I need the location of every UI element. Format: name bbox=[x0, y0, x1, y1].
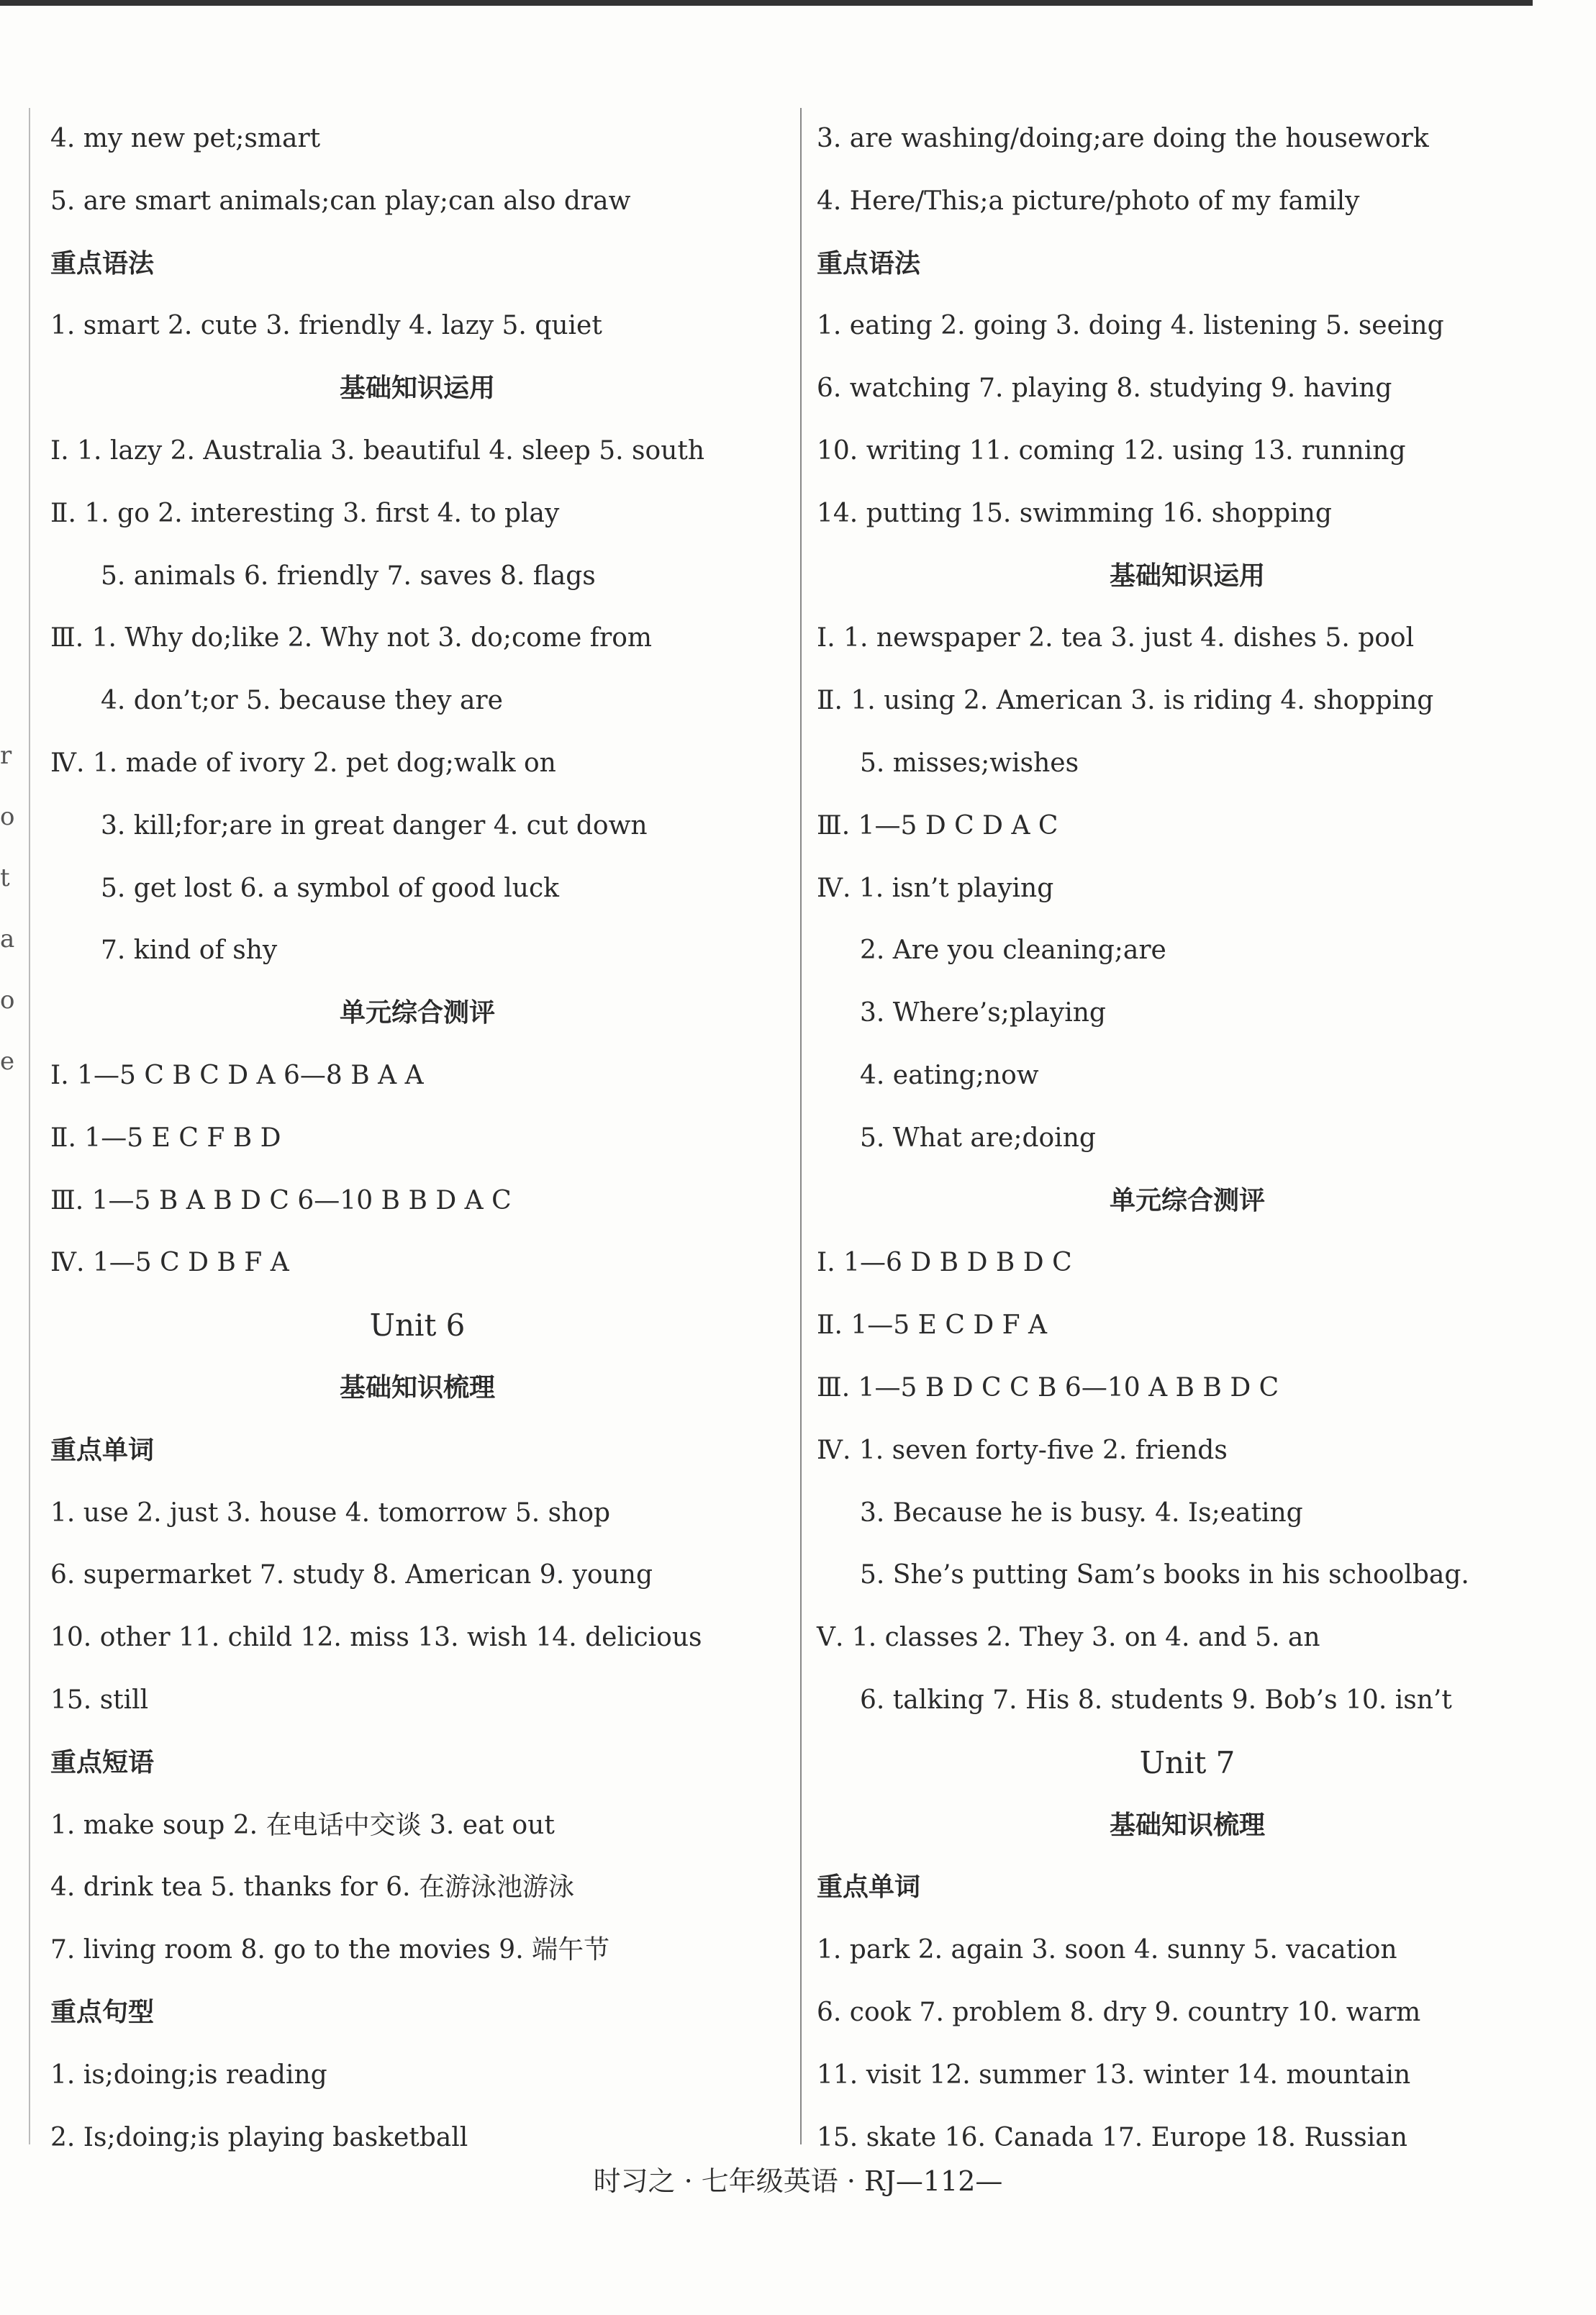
answer-line: 6. supermarket 7. study 8. American 9. young bbox=[50, 1560, 653, 1590]
unit-title: Unit 7 bbox=[1139, 1744, 1235, 1780]
answer-line: 5. get lost 6. a symbol of good luck bbox=[101, 873, 559, 903]
answer-line: Ⅳ. 1—5 C D B F A bbox=[50, 1248, 289, 1278]
edge-letter: o bbox=[0, 986, 15, 1015]
answer-line: 7. living room 8. go to the movies 9. 端午节 bbox=[50, 1935, 610, 1965]
unit-title: Unit 6 bbox=[369, 1308, 466, 1344]
answer-line: 3. Where’s;playing bbox=[860, 998, 1106, 1028]
answer-line: 10. writing 11. coming 12. using 13. running bbox=[817, 435, 1406, 466]
left-margin-rule bbox=[29, 108, 30, 2144]
answer-line: 6. talking 7. His 8. students 9. Bob’s 10. isn’t bbox=[860, 1685, 1452, 1715]
answer-line: 6. watching 7. playing 8. studying 9. having bbox=[817, 373, 1392, 404]
answer-line: 3. Because he is busy. 4. Is;eating bbox=[860, 1498, 1303, 1528]
answer-line: 3. kill;for;are in great danger 4. cut down bbox=[101, 810, 648, 841]
edge-letter: o bbox=[0, 802, 15, 831]
answer-line: 5. animals 6. friendly 7. saves 8. flags bbox=[101, 561, 596, 591]
answer-line: 4. eating;now bbox=[860, 1060, 1039, 1090]
edge-letter: e bbox=[0, 1047, 15, 1076]
answer-line: Ⅲ. 1. Why do;like 2. Why not 3. do;come from bbox=[50, 623, 653, 653]
answer-line: Ⅳ. 1. isn’t playing bbox=[817, 873, 1054, 903]
right-column bbox=[817, 108, 1558, 2169]
answer-line: 5. misses;wishes bbox=[860, 748, 1079, 778]
section-heading: 重点语法 bbox=[817, 248, 921, 278]
answer-line: 14. putting 15. swimming 16. shopping bbox=[817, 498, 1332, 528]
answer-line: 1. park 2. again 3. soon 4. sunny 5. vacation bbox=[817, 1935, 1397, 1965]
answer-line: Ⅱ. 1—5 E C F B D bbox=[50, 1123, 281, 1153]
answer-line: 1. use 2. just 3. house 4. tomorrow 5. shop bbox=[50, 1498, 611, 1528]
answer-line: 2. Are you cleaning;are bbox=[860, 935, 1166, 966]
answer-line: 2. Is;doing;is playing basketball bbox=[50, 2122, 468, 2152]
column-divider bbox=[800, 108, 802, 2144]
answer-line: Ⅳ. 1. seven forty-five 2. friends bbox=[817, 1435, 1228, 1465]
answer-line: 1. make soup 2. 在电话中交谈 3. eat out bbox=[50, 1810, 555, 1840]
answer-line: Ⅰ. 1. lazy 2. Australia 3. beautiful 4. sleep 5. south bbox=[50, 435, 705, 466]
answer-line: Ⅴ. 1. classes 2. They 3. on 4. and 5. an bbox=[817, 1623, 1320, 1653]
answer-line: 4. Here/This;a picture/photo of my family bbox=[817, 186, 1360, 216]
section-heading: 重点单词 bbox=[50, 1435, 155, 1465]
edge-letter: a bbox=[0, 925, 15, 953]
section-heading: 重点短语 bbox=[50, 1747, 155, 1777]
answer-line: 4. my new pet;smart bbox=[50, 124, 321, 153]
section-heading: 重点语法 bbox=[50, 248, 155, 278]
section-title: 基础知识运用 bbox=[339, 373, 495, 404]
answer-line: 15. still bbox=[50, 1685, 149, 1715]
answer-line: 11. visit 12. summer 13. winter 14. mountain bbox=[817, 2060, 1411, 2090]
answer-line: Ⅱ. 1. go 2. interesting 3. first 4. to play bbox=[50, 498, 560, 528]
page-footer: 时习之 · 七年级英语 · RJ—112— bbox=[593, 2165, 1003, 2197]
answer-line: 4. drink tea 5. thanks for 6. 在游泳池游泳 bbox=[50, 1872, 574, 1903]
answer-line: 5. She’s putting Sam’s books in his schoolbag. bbox=[860, 1560, 1469, 1590]
section-heading: 重点单词 bbox=[817, 1872, 921, 1903]
answer-line: Ⅰ. 1—5 C B C D A 6—8 B A A bbox=[50, 1060, 424, 1090]
answer-line: Ⅲ. 1—5 D C D A C bbox=[817, 810, 1058, 841]
section-title: 基础知识运用 bbox=[1109, 561, 1265, 591]
answer-line: 1. eating 2. going 3. doing 4. listening 5. seeing bbox=[817, 311, 1444, 341]
answer-line: 5. are smart animals;can play;can also draw bbox=[50, 186, 631, 216]
answer-line: 10. other 11. child 12. miss 13. wish 14. delicious bbox=[50, 1623, 702, 1653]
answer-line: 7. kind of shy bbox=[101, 935, 278, 966]
answer-line: Ⅳ. 1. made of ivory 2. pet dog;walk on bbox=[50, 748, 556, 778]
answer-line: Ⅲ. 1—5 B A B D C 6—10 B B D A C bbox=[50, 1185, 512, 1215]
answer-line: 1. smart 2. cute 3. friendly 4. lazy 5. quiet bbox=[50, 311, 602, 341]
answer-line: 4. don’t;or 5. because they are bbox=[101, 686, 503, 716]
section-title: 单元综合测评 bbox=[1109, 1185, 1265, 1215]
answer-line: Ⅰ. 1—6 D B D B D C bbox=[817, 1248, 1072, 1278]
edge-letter: t bbox=[0, 864, 10, 892]
section-title: 基础知识梳理 bbox=[339, 1372, 495, 1403]
answer-line: Ⅱ. 1—5 E C D F A bbox=[817, 1310, 1048, 1341]
section-heading: 重点句型 bbox=[50, 1997, 155, 2027]
top-rule bbox=[0, 0, 1533, 6]
section-title: 单元综合测评 bbox=[339, 998, 495, 1028]
answer-line: 5. What are;doing bbox=[860, 1123, 1096, 1153]
answer-line: Ⅲ. 1—5 B D C C B 6—10 A B B D C bbox=[817, 1372, 1279, 1403]
answer-line: 1. is;doing;is reading bbox=[50, 2060, 327, 2090]
answer-line: 15. skate 16. Canada 17. Europe 18. Russian bbox=[817, 2122, 1407, 2152]
left-column bbox=[50, 108, 784, 2169]
answer-line: 6. cook 7. problem 8. dry 9. country 10. warm bbox=[817, 1997, 1421, 2027]
edge-letter: r bbox=[0, 741, 12, 770]
answer-line: 3. are washing/doing;are doing the housework bbox=[817, 124, 1429, 153]
section-title: 基础知识梳理 bbox=[1109, 1810, 1265, 1840]
answer-line: Ⅱ. 1. using 2. American 3. is riding 4. shopping bbox=[817, 686, 1434, 716]
answer-line: Ⅰ. 1. newspaper 2. tea 3. just 4. dishes 5. pool bbox=[817, 623, 1415, 653]
